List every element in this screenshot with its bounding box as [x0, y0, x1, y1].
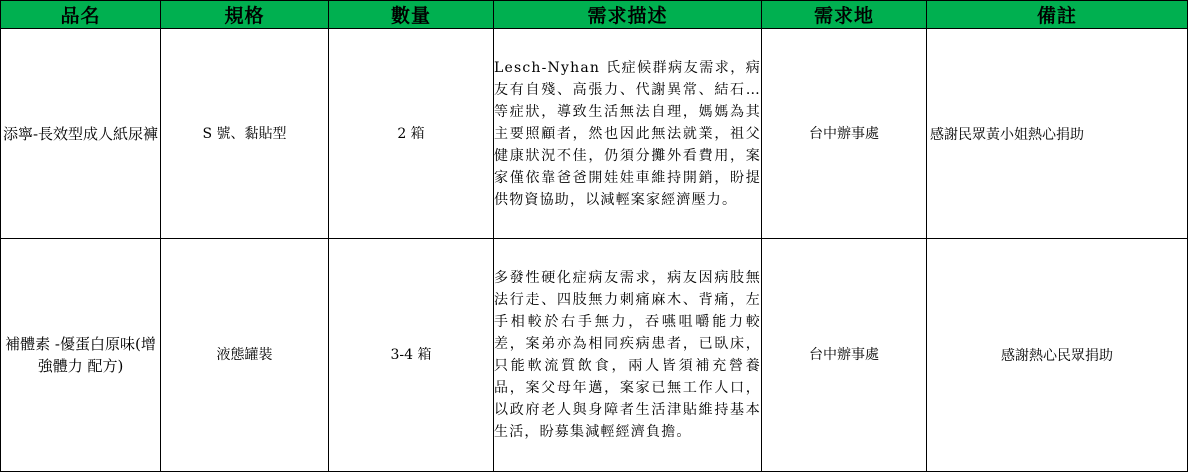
item-location: 台中辦事處 [762, 29, 927, 239]
item-name: 添寧-長效型成人紙尿褲 [1, 29, 161, 239]
table-row [1, 29, 1188, 239]
header-description: 需求描述 [494, 1, 762, 29]
item-description: 多發性硬化症病友需求，病友因病肢無法行走、四肢無力刺痛麻木、背痛，左手相較於右手無力，吞嚥咀嚼能力較差，案弟亦為相同疾病患者，已臥床，只能軟流質飲食，兩人皆須補充營養品，案父母年邁，案家已無工作人口，以政府老人與身障者生活津貼維持基本生活，盼募集減輕經濟負擔。 [494, 239, 762, 472]
item-quantity: 2 箱 [329, 29, 494, 239]
header-item-name: 品名 [1, 1, 161, 29]
header-row [1, 1, 1188, 29]
item-description: Lesch-Nyhan 氏症候群病友需求，病友有自殘、高張力、代謝異常、結石…等症狀，導致生活無法自理，媽媽為其主要照顧者，然也因此無法就業，祖父健康狀況不佳，仍須分攤外看費用，案家僅依靠爸爸開娃娃車維持開銷，盼提供物資協助，以減輕案家經濟壓力。 [494, 29, 762, 239]
item-spec: S 號、黏貼型 [161, 29, 329, 239]
item-remark: 感謝民眾黃小姐熱心捐助 [927, 29, 1188, 239]
table-row [1, 239, 1188, 472]
item-spec: 液態罐裝 [161, 239, 329, 472]
item-location: 台中辦事處 [762, 239, 927, 472]
item-remark: 感謝熱心民眾捐助 [927, 239, 1188, 472]
header-remarks: 備註 [927, 1, 1188, 29]
header-quantity: 數量 [329, 1, 494, 29]
item-name: 補體素 -優蛋白原味(增強體力 配方) [1, 239, 161, 472]
item-quantity: 3-4 箱 [329, 239, 494, 472]
header-spec: 規格 [161, 1, 329, 29]
header-location: 需求地 [762, 1, 927, 29]
